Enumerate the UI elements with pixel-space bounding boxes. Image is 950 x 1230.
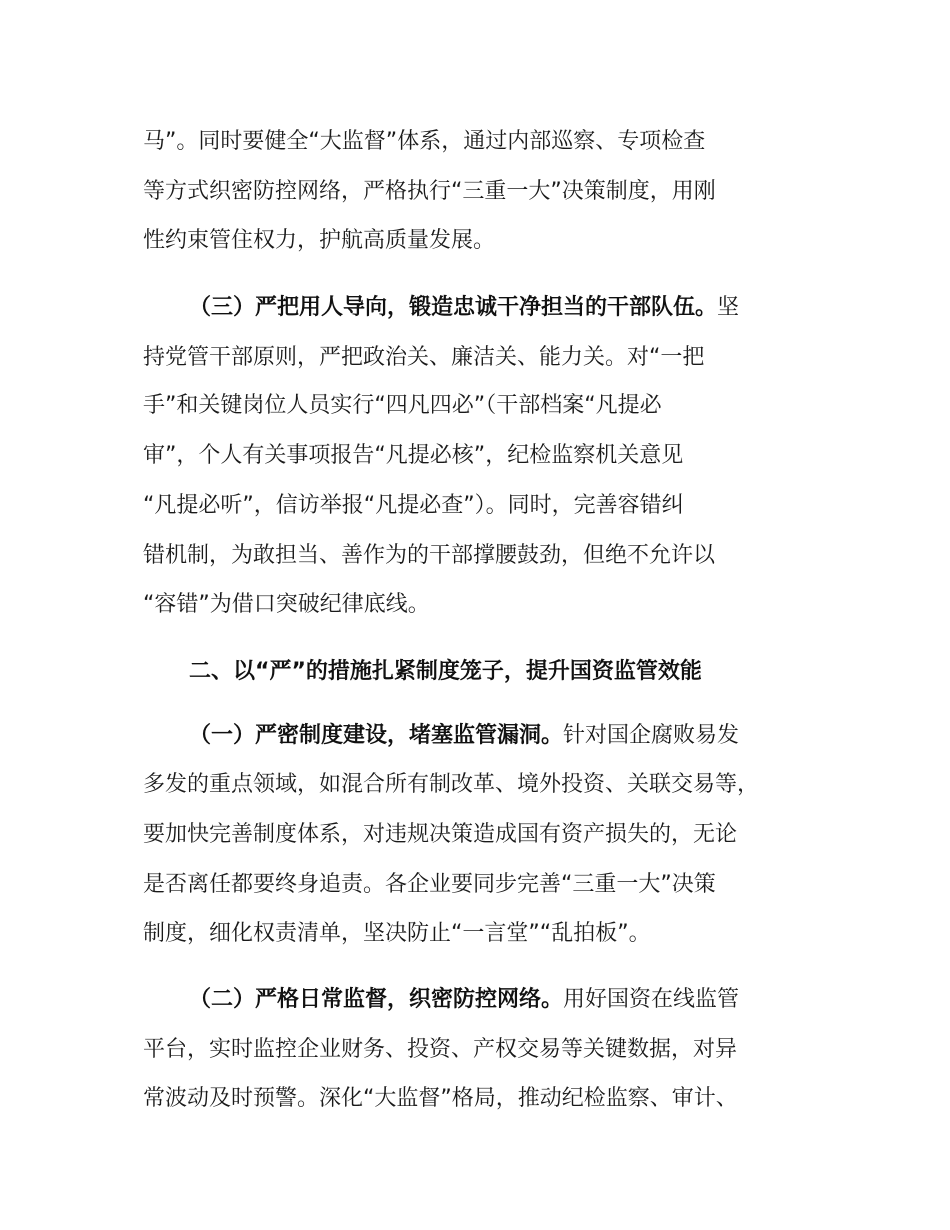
body-line: 多发的重点领域，如混合所有制改革、境外投资、关联交易等， — [143, 772, 760, 797]
body-line: 常波动及时预警。深化“大监督”格局，推动纪检监察、审计、 — [143, 1086, 738, 1111]
body-line: 手”和关键岗位人员实行“四凡四必”（干部档案“凡提必 — [143, 393, 662, 418]
subsection-1-text-start: 针对国企腐败易发 — [563, 723, 740, 748]
subsection-3-text-start: 坚 — [717, 295, 740, 320]
body-line: 马”。同时要健全“大监督”体系，通过内部巡察、专项检查 — [143, 129, 706, 154]
subsection-1-title: （一）严密制度建设，堵塞监管漏洞。 — [189, 723, 564, 748]
body-line: 平台，实时监控企业财务、投资、产权交易等关键数据，对异 — [143, 1037, 738, 1062]
section-2-heading: 二、以“严”的措施扎紧制度笼子，提升国资监管效能 — [189, 659, 702, 684]
subsection-1-line — [189, 716, 879, 756]
subsection-2-text-start: 用好国资在线监管 — [563, 987, 740, 1012]
body-line: 制度，细化权责清单，坚决防止“一言堂”“乱拍板”。 — [143, 921, 651, 946]
body-line: 等方式织密防控网络，严格执行“三重一大”决策制度，用刚 — [143, 179, 716, 204]
body-line: 性约束管住权力，护航高质量发展。 — [143, 228, 496, 253]
subsection-2-line — [189, 980, 879, 1020]
subsection-3-title: （三）严把用人导向，锻造忠诚干净担当的干部队伍。 — [189, 295, 718, 320]
body-line: 错机制，为敢担当、善作为的干部撑腰鼓劲，但绝不允许以 — [143, 543, 716, 568]
body-line: “容错”为借口突破纪律底线。 — [143, 592, 430, 617]
body-line: 审”，个人有关事项报告“凡提必核”，纪检监察机关意见 — [143, 443, 684, 468]
subsection-3-line — [189, 288, 879, 328]
subsection-2-title: （二）严格日常监督，织密防控网络。 — [189, 987, 564, 1012]
body-line: 持党管干部原则，严把政治关、廉洁关、能力关。对“一把 — [143, 345, 705, 370]
body-line: 要加快完善制度体系，对违规决策造成国有资产损失的，无论 — [143, 822, 738, 847]
body-line: “凡提必听”，信访举报“凡提必查”）。同时，完善容错纠 — [143, 493, 684, 518]
body-line: 是否离任都要终身追责。各企业要同步完善“三重一大”决策 — [143, 872, 716, 897]
